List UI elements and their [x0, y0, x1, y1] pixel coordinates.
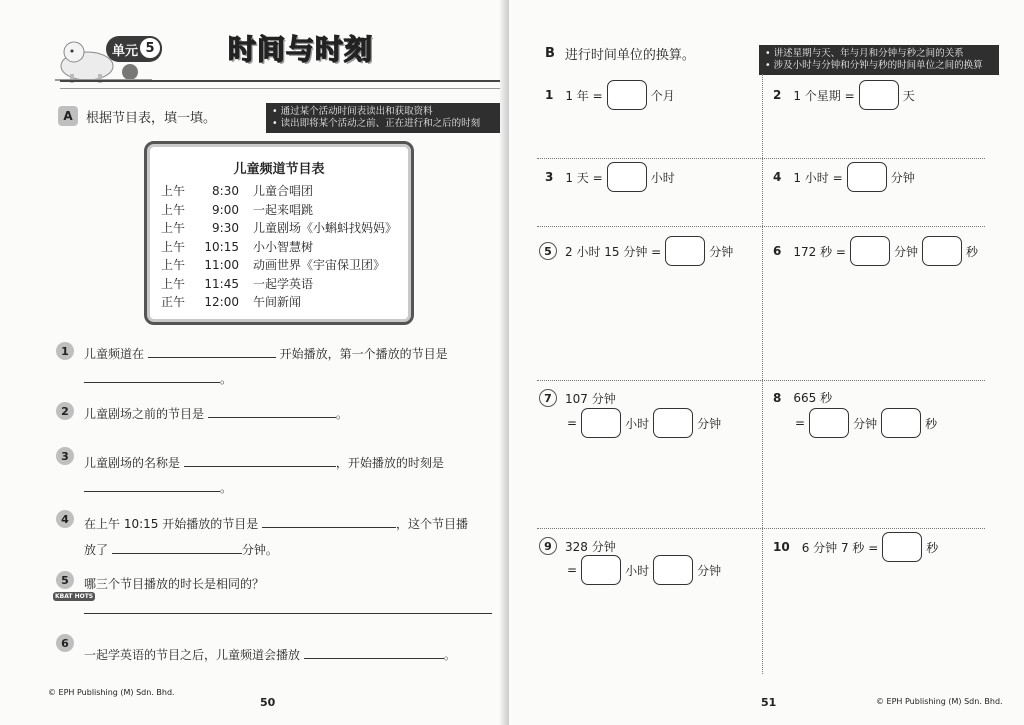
section-a-objectives — [266, 103, 504, 133]
row-program: 动画世界《宇宙保卫团》 — [253, 258, 386, 272]
answer-box[interactable] — [809, 408, 849, 438]
answer-box[interactable] — [653, 408, 693, 438]
row-program: 儿童剧场《小蝌蚪找妈妈》 — [253, 221, 398, 235]
question-6-line — [84, 646, 456, 663]
answer-box[interactable] — [881, 408, 921, 438]
item-7-header — [539, 389, 616, 407]
item-number: 1 — [545, 88, 554, 102]
question-3-line1 — [84, 454, 444, 471]
grid-divider — [537, 226, 985, 227]
item-expression: 665 秒 — [793, 391, 833, 405]
copyright-footer: © EPH Publishing (M) Sdn. Bhd. — [876, 697, 1003, 706]
item-unit: 个月 — [650, 88, 675, 103]
item-1 — [545, 80, 675, 110]
question-2-line — [84, 405, 348, 422]
question-3-number: 3 — [56, 447, 74, 465]
item-10 — [773, 532, 938, 562]
answer-box[interactable] — [847, 162, 887, 192]
item-5 — [539, 236, 733, 266]
answer-blank[interactable] — [304, 646, 444, 659]
question-6-number: 6 — [56, 634, 74, 652]
item-expression: 1 个星期 = — [793, 88, 855, 103]
question-1-text-b: 开始播放，第一个播放的节目是 — [279, 347, 448, 361]
row-time: 8:30 — [212, 184, 239, 198]
schedule-row — [147, 182, 411, 201]
unit-label: 单元 — [112, 43, 139, 59]
row-program: 一起来唱跳 — [253, 202, 314, 217]
section-b-objectives — [759, 45, 999, 75]
header-rule — [60, 80, 500, 89]
grid-divider — [537, 528, 985, 529]
question-1-line2 — [84, 370, 232, 387]
question-1-end: 。 — [220, 372, 233, 386]
item-unit: 天 — [902, 88, 915, 103]
row-program: 午间新闻 — [253, 295, 302, 309]
schedule-row — [147, 293, 411, 312]
equals-sign: = — [567, 416, 578, 430]
question-3-text-a: 儿童剧场的名称是 — [84, 456, 181, 470]
item-unit: 分钟 — [709, 244, 734, 259]
question-3-line2 — [84, 479, 232, 496]
row-ampm: 上午 — [161, 184, 186, 198]
row-ampm: 上午 — [161, 239, 186, 254]
section-b-instruction: 进行时间单位的换算。 — [564, 48, 695, 63]
item-unit: 分钟 — [890, 170, 915, 185]
item-expression: 6 分钟 7 秒 = — [801, 540, 879, 555]
unit-number: 5 — [138, 36, 162, 60]
answer-box[interactable] — [581, 408, 621, 438]
item-8-answer — [795, 408, 937, 438]
objective-item: • 涉及小时与分钟和分钟与秒的时间单位之间的换算 — [765, 60, 993, 72]
answer-blank[interactable] — [84, 479, 220, 492]
answer-box[interactable] — [581, 555, 621, 585]
objective-item: • 读出即将某个活动之前、正在进行和之后的时刻 — [272, 118, 498, 130]
schedule-title: 儿童频道节目表 — [233, 162, 325, 177]
row-time: 10:15 — [204, 239, 239, 254]
item-7-answer — [567, 408, 721, 438]
answer-box[interactable] — [665, 236, 705, 266]
program-schedule — [144, 141, 414, 325]
row-program: 小小智慧树 — [253, 239, 314, 254]
answer-blank[interactable] — [184, 454, 336, 467]
schedule-row — [147, 219, 411, 238]
copyright-footer: © EPH Publishing (M) Sdn. Bhd. — [48, 688, 175, 697]
item-unit: 分钟 — [893, 244, 918, 259]
question-4-text-c: 放了 — [84, 543, 109, 557]
item-number: 4 — [773, 170, 782, 184]
question-5-number: 5 — [56, 571, 74, 589]
objective-item: • 讲述星期与天、年与月和分钟与秒之间的关系 — [765, 48, 993, 60]
section-b-letter: B — [545, 46, 555, 61]
answer-blank[interactable] — [262, 515, 396, 528]
section-a-heading — [58, 106, 216, 126]
question-4-number: 4 — [56, 510, 74, 528]
row-ampm: 上午 — [161, 258, 186, 272]
answer-box[interactable] — [653, 555, 693, 585]
grid-divider — [537, 158, 985, 159]
question-2-text: 儿童剧场之前的节目是 — [84, 407, 205, 421]
left-page — [0, 0, 507, 725]
item-unit: 小时 — [650, 170, 675, 185]
answer-box[interactable] — [882, 532, 922, 562]
item-expression: 328 分钟 — [565, 539, 616, 554]
row-ampm: 上午 — [161, 202, 186, 217]
question-3-text-b: ，开始播放的时刻是 — [335, 456, 444, 470]
item-expression: 172 秒 = — [793, 244, 846, 259]
section-a-instruction: 根据节目表，填一填。 — [86, 110, 217, 126]
unit-title: 时间与时刻 — [228, 33, 374, 66]
row-time: 12:00 — [204, 295, 239, 309]
item-expression: 1 小时 = — [793, 170, 843, 185]
row-time: 9:30 — [212, 221, 239, 235]
question-4-text-d: 分钟。 — [241, 543, 278, 557]
item-4 — [773, 162, 915, 192]
item-2 — [773, 80, 915, 110]
item-unit: 小时 — [625, 563, 650, 578]
item-unit: 秒 — [965, 244, 978, 259]
item-number: 2 — [773, 88, 782, 102]
item-unit: 秒 — [926, 540, 939, 555]
row-time: 11:45 — [204, 276, 239, 291]
answer-blank[interactable] — [84, 370, 220, 383]
item-expression: 1 天 = — [565, 170, 603, 185]
answer-box[interactable] — [850, 236, 890, 266]
page-number: 50 — [260, 696, 276, 709]
item-number: 5 — [539, 242, 557, 260]
question-4-line1 — [84, 515, 468, 532]
item-3 — [545, 162, 675, 192]
item-number: 8 — [773, 390, 782, 405]
answer-box[interactable] — [922, 236, 962, 266]
grid-divider — [537, 380, 985, 381]
question-4-text-b: ，这个节目播 — [396, 517, 469, 531]
answer-box[interactable] — [607, 162, 647, 192]
item-9-header — [539, 537, 616, 555]
objective-item: • 通过某个活动时间表读出和获取资料 — [272, 106, 498, 118]
question-6-end: 。 — [443, 648, 456, 662]
row-program: 一起学英语 — [253, 276, 314, 291]
row-ampm: 上午 — [161, 276, 186, 291]
answer-box[interactable] — [607, 80, 647, 110]
item-unit: 秒 — [925, 416, 938, 431]
schedule-row — [147, 201, 411, 220]
item-6 — [773, 236, 978, 266]
row-time: 9:00 — [212, 202, 239, 217]
row-ampm: 上午 — [161, 221, 186, 235]
question-1-line1 — [84, 345, 448, 362]
question-1-text-a: 儿童频道在 — [84, 347, 145, 361]
question-6-text: 一起学英语的节目之后，儿童频道会播放 — [84, 648, 301, 662]
section-b-heading — [545, 44, 695, 63]
question-2-end: 。 — [335, 407, 348, 421]
item-unit: 分钟 — [697, 416, 722, 431]
schedule-row — [147, 238, 411, 257]
item-expression: 1 年 = — [565, 88, 603, 103]
item-number: 7 — [539, 389, 557, 407]
item-number: 9 — [539, 537, 557, 555]
equals-sign: = — [795, 416, 806, 430]
item-number: 10 — [773, 540, 790, 554]
answer-blank[interactable] — [112, 541, 242, 554]
schedule-row — [147, 256, 411, 275]
item-8-header — [773, 389, 832, 406]
item-number: 6 — [773, 244, 782, 258]
item-9-answer — [567, 555, 721, 585]
item-unit: 分钟 — [853, 416, 878, 431]
section-a-badge: A — [58, 106, 78, 126]
item-number: 3 — [545, 170, 554, 184]
schedule-row — [147, 275, 411, 294]
equals-sign: = — [567, 563, 578, 577]
item-expression: 2 小时 15 分钟 = — [565, 244, 662, 259]
answer-blank[interactable] — [148, 345, 276, 358]
question-4-text-a: 在上午 10:15 开始播放的节目是 — [84, 517, 259, 531]
question-3-end: 。 — [220, 481, 233, 495]
question-2-number: 2 — [56, 402, 74, 420]
page-number: 51 — [761, 696, 777, 709]
item-expression: 107 分钟 — [565, 391, 616, 406]
row-time: 11:00 — [204, 258, 239, 272]
row-program: 儿童合唱团 — [253, 184, 314, 198]
item-unit: 小时 — [625, 416, 650, 431]
question-1-number: 1 — [56, 342, 74, 360]
right-page — [509, 0, 1024, 725]
question-4-line2 — [84, 541, 278, 558]
row-ampm: 正午 — [161, 295, 186, 309]
hots-badge: KBAT HOTS — [55, 593, 94, 600]
item-unit: 分钟 — [697, 563, 722, 578]
question-5-text: 哪三个节目播放的时长是相同的？ — [84, 577, 265, 591]
answer-line[interactable] — [84, 613, 492, 614]
answer-blank[interactable] — [208, 405, 336, 418]
answer-box[interactable] — [859, 80, 899, 110]
grid-divider-vertical — [762, 74, 763, 674]
